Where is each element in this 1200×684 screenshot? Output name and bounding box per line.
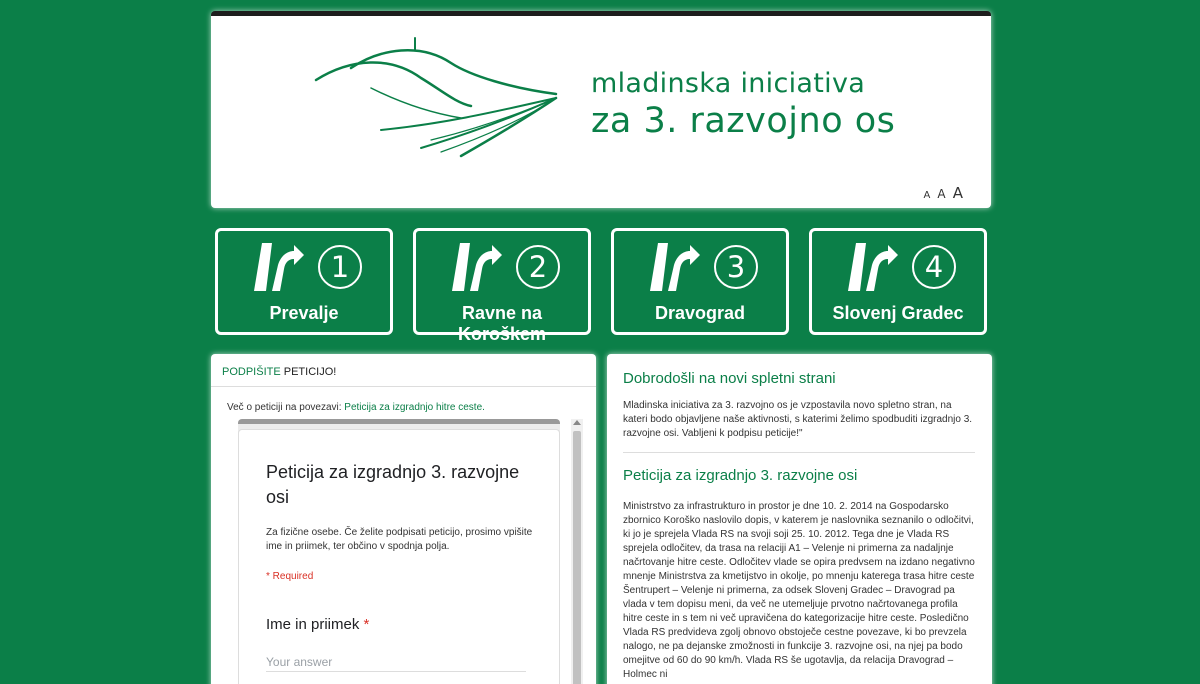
name-input[interactable] — [266, 652, 526, 672]
exit-label: Dravograd — [654, 303, 746, 323]
form-description: Za fizične osebe. Če želite podpisati peticijo, prosimo vpišite ime in priimek, ter občino v spodnja polja. — [266, 527, 533, 552]
site-header — [211, 11, 991, 208]
highway-exit-icon — [842, 243, 898, 291]
news-panel — [607, 354, 992, 684]
required-note: * Required — [266, 571, 314, 582]
font-size-controls — [921, 183, 963, 202]
form-title: Peticija za izgradnjo 3. razvojne osi — [266, 462, 520, 507]
petition-intro — [227, 402, 485, 413]
exit-label: Prevalje — [269, 303, 339, 323]
petition-info-link[interactable]: Peticija za izgradnjo hitre ceste. — [344, 402, 485, 413]
form-scrollbar[interactable] — [571, 419, 583, 684]
font-size-medium-button[interactable]: A — [937, 187, 946, 201]
site-title-line2: za 3. razvojno os — [591, 101, 896, 141]
question-label-text: Ime in priimek — [266, 616, 360, 633]
exit-tile-4[interactable] — [809, 228, 987, 335]
exit-label: Slovenj Gradec — [832, 303, 964, 323]
font-size-small-button[interactable]: A — [923, 190, 931, 201]
exit-label: Ravne na Koroškem — [457, 303, 547, 344]
exit-number: 2 — [516, 245, 560, 289]
scroll-thumb[interactable] — [573, 431, 581, 684]
post-body-petition: Ministrstvo za infrastrukturo in prostor je dne 10. 2. 2014 na Gospodarsko zbornico Koroško naslovilo dopis, v katerem je naslovnika seznanilo o odločitvi, ki jo je sprejela Vlada RS na svoji soji 25. 10. 2012. Tega dne je Vlada RS sprejela odločitev, da trasa na relaciji A1 – Velenje ni primerna za nadaljnje načrtovanje hitre ceste. Odločitev vlade se opira predvsem na izdano negativno mnenje Ministrstva za kmetijstvo in okolje, po mnenju katerega trasa hitre ceste Šentrupert – Velenje ni primerna, za odsek Slovenj Gradec – Dravograd pa vlada v tem dopisu meni, da več ne utemeljuje prvotno načrtovanega profila hitre ceste in s tem ni več upravičena do kategorizacije hitre ceste. Posledično Vlada RS predvideva zgolj obnovo obstoječe cestne povezave, ki bo prevzela nalogo, ne pa dejanske zmožnosti in funkcije 3. razvojne osi, na njej pa bodo omejitve od 60 do 90 km/h. Vlada RS še ugotavlja, da relacija Dravograd – Holmec ni — [623, 501, 975, 680]
highway-exit-icon — [248, 243, 304, 291]
heading-part-sign: PODPIŠITE — [222, 366, 281, 378]
exit-number: 1 — [318, 245, 362, 289]
highway-exit-icon — [644, 243, 700, 291]
required-asterisk: * — [363, 616, 370, 633]
petition-panel-heading — [211, 354, 596, 387]
highway-exit-icon — [446, 243, 502, 291]
post-title-welcome[interactable]: Dobrodošli na novi spletni strani — [623, 370, 836, 387]
question-label — [266, 616, 369, 633]
exit-tile-3[interactable] — [611, 228, 789, 335]
exit-number: 4 — [912, 245, 956, 289]
font-size-large-button[interactable]: A — [952, 184, 963, 202]
scroll-up-arrow-icon[interactable] — [573, 420, 581, 425]
heading-part-petition: PETICIJO! — [280, 366, 337, 378]
exit-tile-2[interactable] — [413, 228, 591, 344]
post-divider — [623, 452, 975, 453]
site-title-line1: mladinska iniciativa — [591, 68, 866, 99]
petition-panel — [211, 354, 596, 684]
post-title-petition[interactable]: Peticija za izgradnjo 3. razvojne osi — [623, 467, 858, 484]
post-body-welcome: Mladinska iniciativa za 3. razvojno os je vzpostavila novo spletno stran, na kateri bodo objavljene naše aktivnosti, s katerimi želimo spodbuditi izgradnjo 3. razvojne osi. Vabljeni k podpisu peticije!" — [623, 400, 973, 439]
petition-intro-text: Več o peticiji na povezavi: — [227, 402, 345, 413]
embedded-form-frame — [238, 419, 560, 684]
logo-hills-road-icon — [311, 28, 571, 158]
exit-number: 3 — [714, 245, 758, 289]
exit-tile-1[interactable] — [215, 228, 393, 335]
form-card — [238, 429, 560, 684]
